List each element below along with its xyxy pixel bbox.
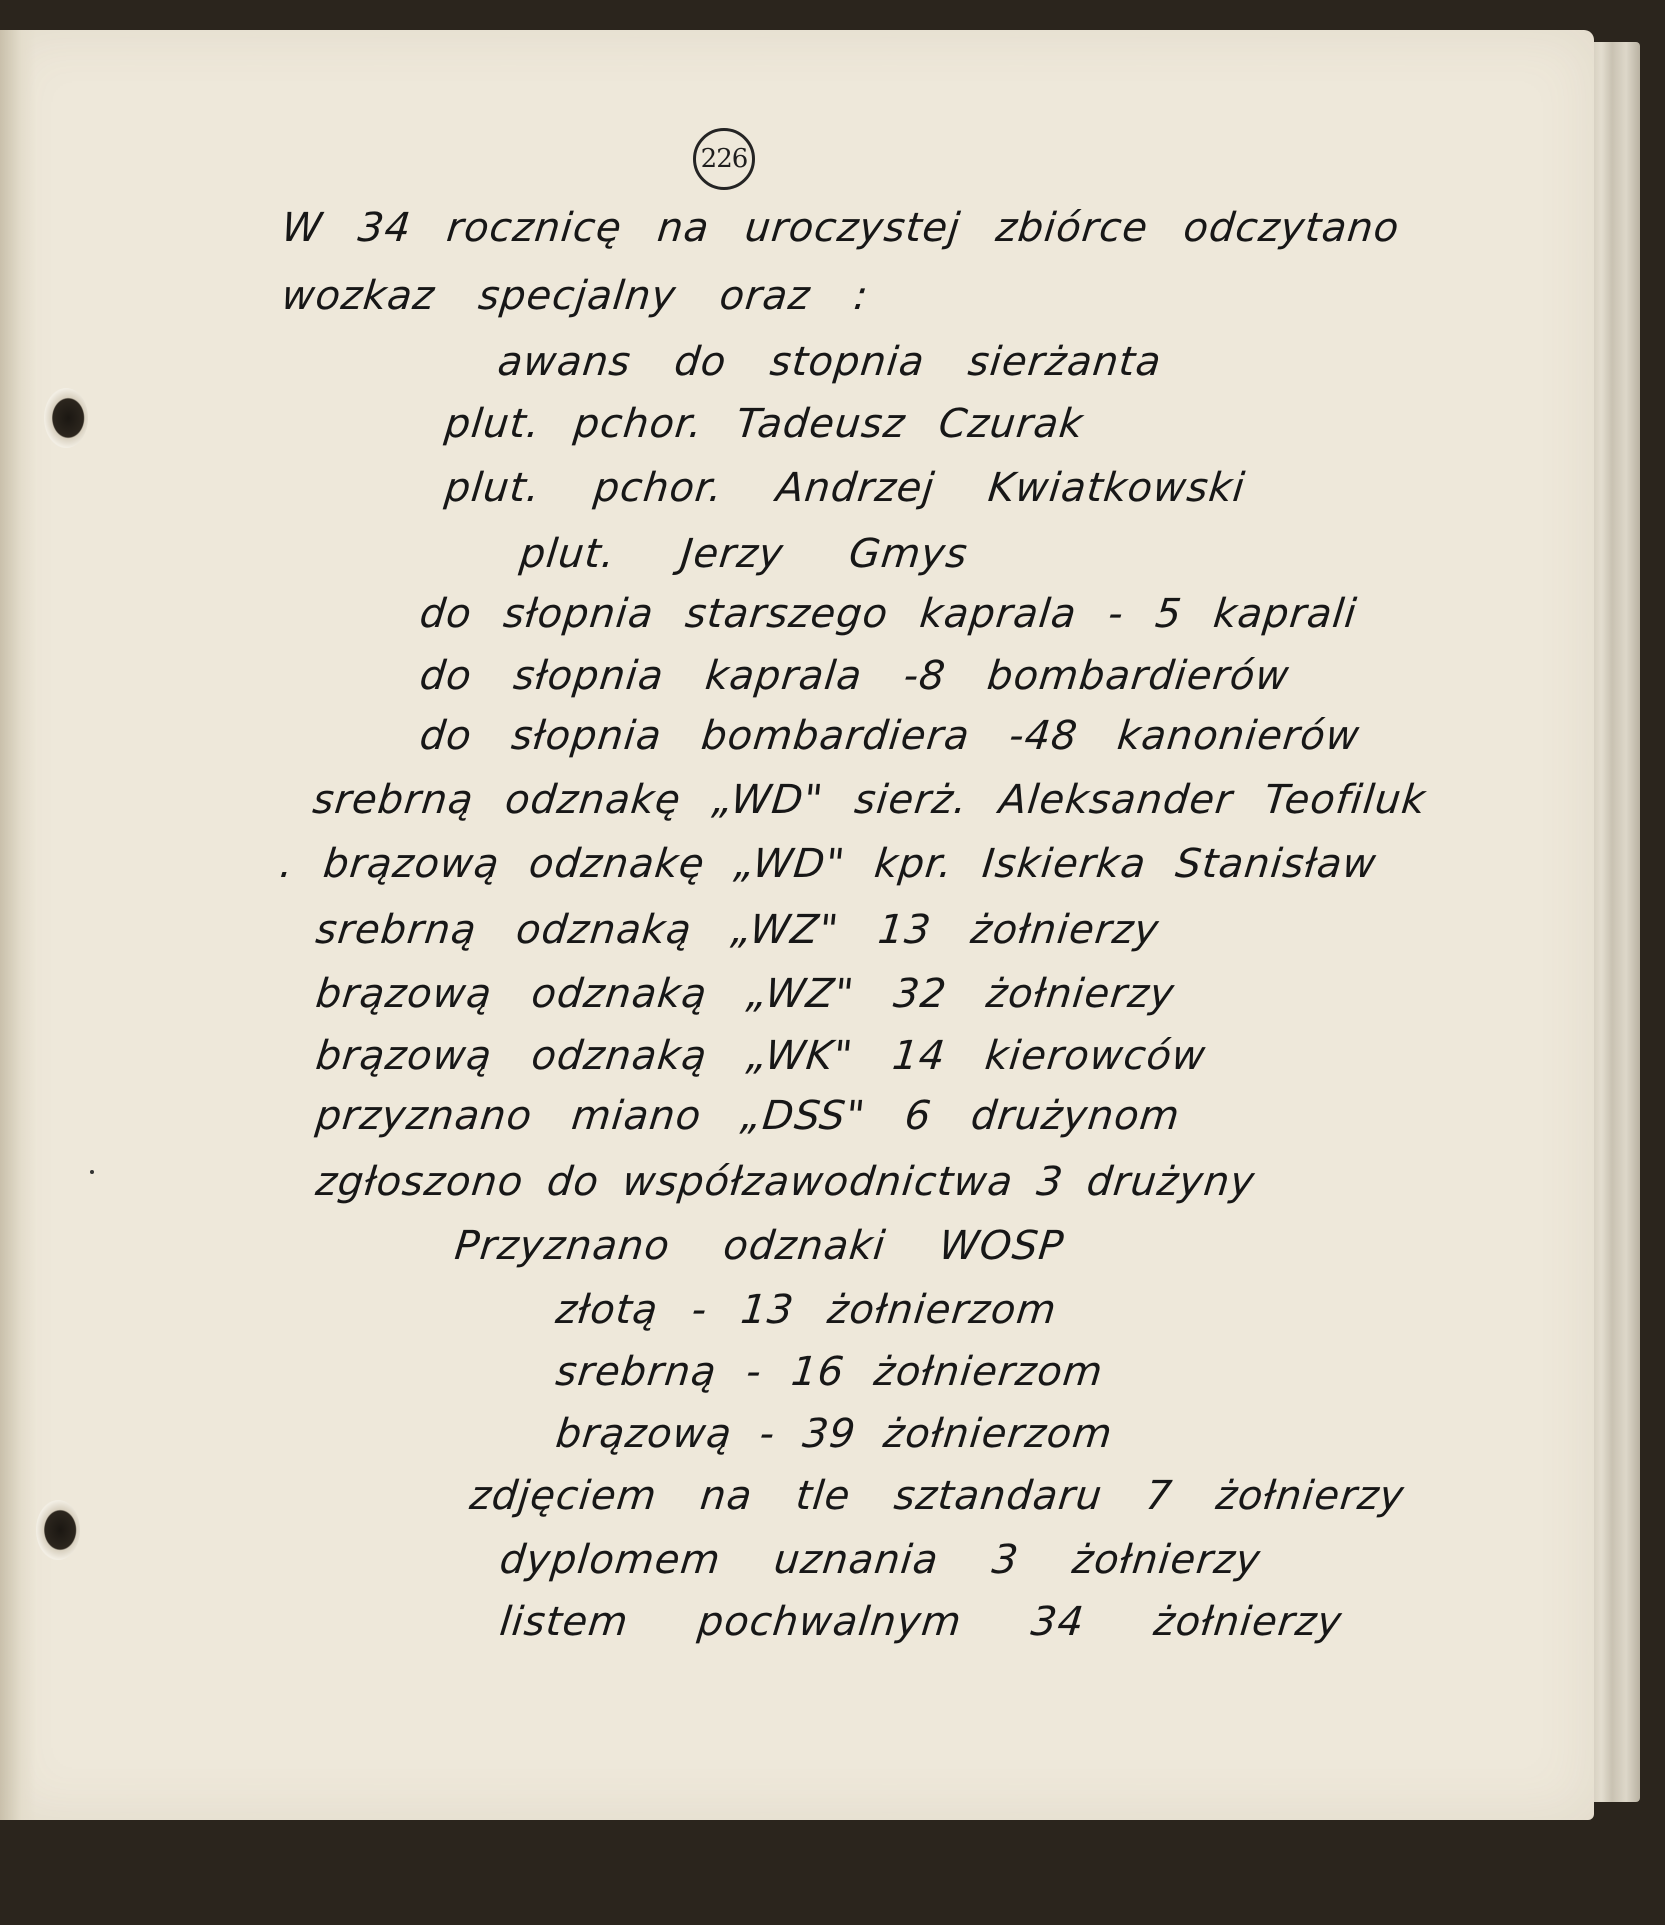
text-line: W 34 rocznicę na uroczystej zbiórce odczytano	[279, 205, 1402, 251]
text-line: . brązową odznakę „WD" kpr. Iskierka Stanisław	[277, 841, 1379, 887]
text-line: brązową odznaką „WZ" 32 żołnierzy	[313, 971, 1177, 1017]
page-number: 226	[693, 128, 755, 190]
text-line: zdjęciem na tle sztandaru 7 żołnierzy	[467, 1473, 1407, 1519]
text-line: złotą - 13 żołnierzom	[553, 1287, 1059, 1333]
text-line: plut. Jerzy Gmys	[517, 531, 971, 577]
text-line: Przyznano odznaki WOSP	[452, 1223, 1067, 1269]
text-line: srebrną - 16 żołnierzom	[553, 1349, 1106, 1395]
text-line: do słopnia kaprala -8 bombardierów	[417, 653, 1292, 699]
text-line: plut. pchor. Tadeusz Czurak	[442, 401, 1086, 447]
text-line: brązową odznaką „WK" 14 kierowców	[313, 1033, 1209, 1079]
text-line: do słopnia starszego kaprala - 5 kaprali	[417, 591, 1360, 637]
text-line: srebrną odznakę „WD" sierż. Aleksander Teofiluk	[310, 777, 1429, 823]
ink-dot	[90, 1170, 94, 1174]
text-line: przyznano miano „DSS" 6 drużynom	[313, 1093, 1183, 1139]
text-line: plut. pchor. Andrzej Kwiatkowski	[442, 465, 1248, 511]
text-line: dyplomem uznania 3 żołnierzy	[497, 1537, 1263, 1583]
text-line: listem pochwalnym 34 żołnierzy	[497, 1599, 1345, 1645]
text-line: brązową - 39 żołnierzom	[553, 1411, 1115, 1457]
text-line: srebrną odznaką „WZ" 13 żołnierzy	[313, 907, 1162, 953]
text-line: zgłoszono do współzawodnictwa 3 drużyny	[313, 1159, 1258, 1205]
text-line: awans do stopnia sierżanta	[495, 339, 1164, 385]
text-line: wozkaz specjalny oraz :	[279, 273, 871, 319]
text-line: do słopnia bombardiera -48 kanonierów	[417, 713, 1363, 759]
